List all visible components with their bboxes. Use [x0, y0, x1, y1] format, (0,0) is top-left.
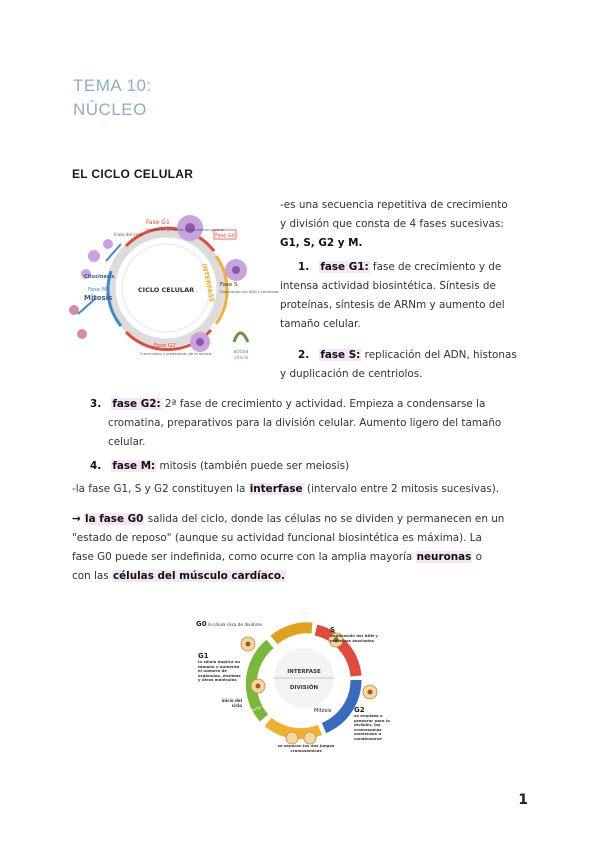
- item-term: fase G1:: [320, 261, 369, 273]
- g0-text-2: "estado de reposo" (aunque su actividad funcional biosintética es máxima). La: [72, 532, 482, 544]
- title-line-2: NÚCLEO: [73, 100, 147, 119]
- fig1-g1-desc: Síntesis de proteínas y crecimiento general: [146, 228, 224, 232]
- fig2-division: DIVISIÓN: [289, 685, 319, 691]
- intro-line-2: y división que consta de 4 fases sucesivas:: [280, 218, 504, 230]
- item-number: 1.: [298, 261, 310, 273]
- g0-text-4: con las: [72, 570, 109, 582]
- fig2-g1-desc: la célula duplica su tamaño y aumenta el número de orgánulos, enzimas y otras moléculas: [198, 659, 241, 683]
- cell-cycle-figure: [196, 616, 410, 754]
- fig1-exit-label: Inicio del ciclo: [114, 232, 143, 237]
- fig2-g2-desc: se empieza a preparar para la división, los cromosomas comienzan a condensarse: [354, 713, 390, 741]
- fig1-g2-desc: Crecimiento y preparación de la mitosis: [140, 352, 212, 356]
- page-number: 1: [518, 792, 528, 808]
- fig1-center: CICLO CELULAR: [137, 286, 195, 294]
- item-number: 4.: [90, 460, 102, 472]
- list-item: [90, 395, 545, 452]
- g0-text-3b: o: [475, 551, 482, 563]
- list-item: [90, 457, 545, 476]
- fig1-interfase: INTERFASE: [200, 262, 217, 304]
- fig1-s-desc: Duplicación del ADN y centriolos: [220, 290, 279, 294]
- cell-image: [77, 329, 87, 339]
- cell-image: [103, 239, 113, 249]
- fig2-bottom-desc: se separan los dos juegos cromosómicos: [277, 743, 335, 753]
- g0-neuronas: neuronas: [416, 551, 472, 563]
- fig2-s-arc-label: fase S: [316, 653, 330, 658]
- interfase-term: interfase: [249, 483, 303, 495]
- fig1-citocinesis: Citocinesis: [84, 274, 115, 280]
- fig1-m-title: Fase M: [88, 287, 107, 293]
- fig2-g1-label: G1: [198, 652, 209, 660]
- interfase-post: (intervalo entre 2 mitosis sucesivas).: [306, 483, 500, 495]
- list-item: [280, 346, 542, 384]
- item-term: fase M:: [112, 460, 156, 472]
- cell-image: [69, 305, 79, 315]
- title-line-1: TEMA 10:: [73, 76, 152, 95]
- fig2-g2-label: G2: [354, 706, 365, 714]
- item-term: fase G2:: [112, 398, 161, 410]
- item-text-cont: cromatina, preparativos para la división celular. Aumento ligero del tamaño: [108, 417, 502, 429]
- fig1-g1-title: Fase G1: [146, 219, 170, 226]
- svg-text:ciencia: ciencia: [233, 355, 249, 360]
- cell-cycle-diagram: [66, 206, 279, 364]
- m-arc: [268, 722, 320, 734]
- g0-text-3: fase G0 puede ser indefinida, como ocurre con la amplia mayoría: [72, 551, 413, 563]
- fig1-g2-title: Fase G2: [154, 343, 176, 349]
- item-number: 2.: [298, 349, 310, 361]
- arrow-icon: →: [72, 513, 81, 525]
- item-text: 2ª fase de crecimiento y actividad. Empieza a condensarse la: [164, 398, 486, 410]
- item-text-cont: tamaño celular.: [280, 318, 361, 330]
- section-heading: EL CICLO CELULAR: [72, 167, 194, 181]
- fig1-m-label: Mitosis: [84, 294, 113, 302]
- intro-line-3: G1, S, G2 y M.: [280, 237, 363, 249]
- fig2-checkpoint: Punto de control: [249, 697, 281, 713]
- cell-image: [88, 250, 100, 262]
- fig2-s-desc: duplicación del ADN y proteínas asociadas: [330, 633, 378, 643]
- interfase-pre: -la fase G1, S y G2 constituyen la: [72, 483, 246, 495]
- item-text-cont: y duplicación de centriolos.: [280, 368, 423, 380]
- g0-text-1: salida del ciclo, donde las células no se dividen y permanecen en un: [147, 513, 505, 525]
- g0-paragraph: [72, 510, 552, 586]
- fig2-interfase: INTERFASE: [287, 669, 321, 675]
- fig2-g0-desc: la célula cesa de dividirse: [208, 622, 263, 627]
- list-item: [280, 258, 542, 334]
- item-text: fase de crecimiento y de: [372, 261, 502, 273]
- svg-text:activa: activa: [233, 349, 249, 355]
- fig1-s-title: Fase S: [220, 282, 238, 288]
- item-term: fase S:: [320, 349, 361, 361]
- g0-cardiaco: células del músculo cardíaco.: [112, 570, 285, 582]
- item-text-cont: intensa actividad biosintética. Síntesis de: [280, 280, 496, 292]
- fig1-g0-label: Fase G0: [215, 233, 235, 239]
- item-number: 3.: [90, 398, 102, 410]
- fig2-mitosis: Mitosis: [314, 708, 332, 714]
- fig2-s-label: S: [330, 626, 336, 634]
- interfase-line: [72, 480, 552, 499]
- item-text: replicación del ADN, histonas: [364, 349, 517, 361]
- item-text: mitosis (también puede ser meiosis): [159, 460, 350, 472]
- intro-line-1: -es una secuencia repetitiva de crecimiento: [280, 199, 508, 211]
- fig2-g0-label: G0: [196, 620, 207, 628]
- intro-text: [280, 196, 540, 253]
- item-text-cont: proteínas, síntesis de ARNm y aumento del: [280, 299, 505, 311]
- fig2-start-label: inicio del ciclo: [221, 698, 242, 708]
- item-text-cont: celular.: [108, 436, 146, 448]
- g0-term: la fase G0: [85, 513, 144, 525]
